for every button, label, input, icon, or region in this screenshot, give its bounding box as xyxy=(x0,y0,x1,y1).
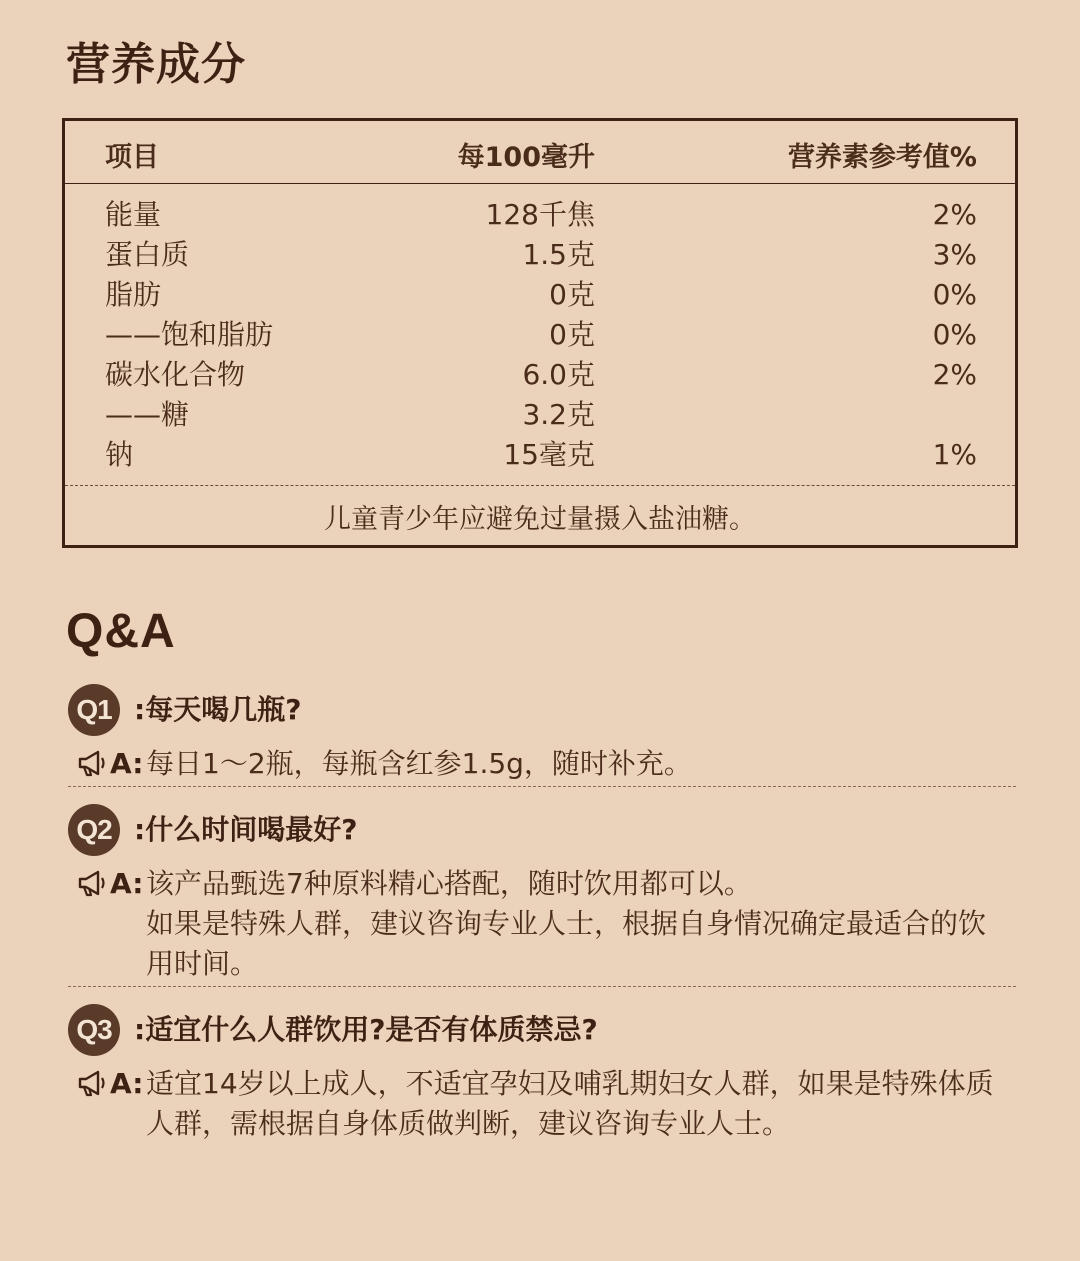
nutrition-footnote: 儿童青少年应避免过量摄入盐油糖。 xyxy=(324,504,756,535)
nutrition-table xyxy=(62,118,1018,548)
row-nrv: 1% xyxy=(932,438,977,471)
row-item: ——饱和脂肪 xyxy=(105,318,274,351)
qa-item-3 xyxy=(68,1004,1016,1144)
row-value: 3.2克 xyxy=(522,398,595,431)
qa-dashed-divider xyxy=(68,986,1016,987)
row-nrv: 2% xyxy=(932,198,977,231)
answer-line: 适宜14岁以上成人，不适宜孕妇及哺乳期妇女人群，如果是特殊体质 xyxy=(146,1067,994,1100)
answer-label: A: xyxy=(110,867,144,900)
nutrition-title: 营养成分 xyxy=(66,39,246,90)
qa-title: Q&A xyxy=(66,605,176,658)
question-row xyxy=(68,1004,1016,1056)
question-badge: Q1 xyxy=(68,684,120,736)
table-row xyxy=(65,315,1015,355)
row-item: 脂肪 xyxy=(105,278,162,311)
row-item: 钠 xyxy=(105,438,134,471)
row-item: 碳水化合物 xyxy=(105,358,246,391)
row-item: 能量 xyxy=(105,198,162,231)
answer-row xyxy=(68,1064,1016,1144)
answer-line: 用时间。 xyxy=(146,947,259,980)
question-badge: Q3 xyxy=(68,1004,120,1056)
answer-row xyxy=(68,864,1016,984)
table-row xyxy=(65,195,1015,235)
row-nrv: 0% xyxy=(932,318,977,351)
answer-text xyxy=(146,1064,1016,1144)
row-item: 蛋白质 xyxy=(105,238,190,271)
qa-item-2 xyxy=(68,804,1016,984)
megaphone-icon xyxy=(76,1068,108,1098)
row-value: 6.0克 xyxy=(522,358,595,391)
answer-row xyxy=(68,744,1016,784)
question-row xyxy=(68,684,1016,736)
qa-dashed-divider xyxy=(68,786,1016,787)
answer-line: 人群，需根据自身体质做判断，建议咨询专业人士。 xyxy=(146,1107,791,1140)
row-nrv: 3% xyxy=(932,238,977,271)
row-value: 0克 xyxy=(549,278,595,311)
megaphone-icon xyxy=(76,748,108,778)
answer-label: A: xyxy=(110,747,144,780)
answer-label: A: xyxy=(110,1067,144,1100)
header-nrv: 营养素参考值% xyxy=(787,142,977,173)
row-value: 0克 xyxy=(549,318,595,351)
table-row xyxy=(65,235,1015,275)
table-row xyxy=(65,395,1015,435)
row-value: 128千焦 xyxy=(485,198,595,231)
table-row xyxy=(65,435,1015,475)
question-text: :适宜什么人群饮用?是否有体质禁忌? xyxy=(134,1013,598,1046)
answer-line: 如果是特殊人群，建议咨询专业人士，根据自身情况确定最适合的饮 xyxy=(146,907,987,940)
header-per-100ml: 每100毫升 xyxy=(457,142,595,173)
row-nrv: 2% xyxy=(932,358,977,391)
nutrition-rows xyxy=(65,195,1015,475)
question-row xyxy=(68,804,1016,856)
answer-text xyxy=(146,744,1016,784)
answer-text xyxy=(146,864,1016,984)
table-dashed-divider xyxy=(65,485,1015,486)
row-value: 1.5克 xyxy=(522,238,595,271)
answer-line: 每日1～2瓶，每瓶含红参1.5g，随时补充。 xyxy=(146,747,692,780)
table-row xyxy=(65,355,1015,395)
row-nrv: 0% xyxy=(932,278,977,311)
row-item: ——糖 xyxy=(105,398,190,431)
nutrition-table-header xyxy=(65,121,1015,184)
question-badge: Q2 xyxy=(68,804,120,856)
answer-line: 该产品甄选7种原料精心搭配，随时饮用都可以。 xyxy=(146,867,752,900)
question-text: :什么时间喝最好? xyxy=(134,813,358,846)
qa-item-1 xyxy=(68,684,1016,784)
question-text: :每天喝几瓶? xyxy=(134,693,302,726)
table-row xyxy=(65,275,1015,315)
header-item: 项目 xyxy=(105,142,159,173)
megaphone-icon xyxy=(76,868,108,898)
row-value: 15毫克 xyxy=(503,438,595,471)
